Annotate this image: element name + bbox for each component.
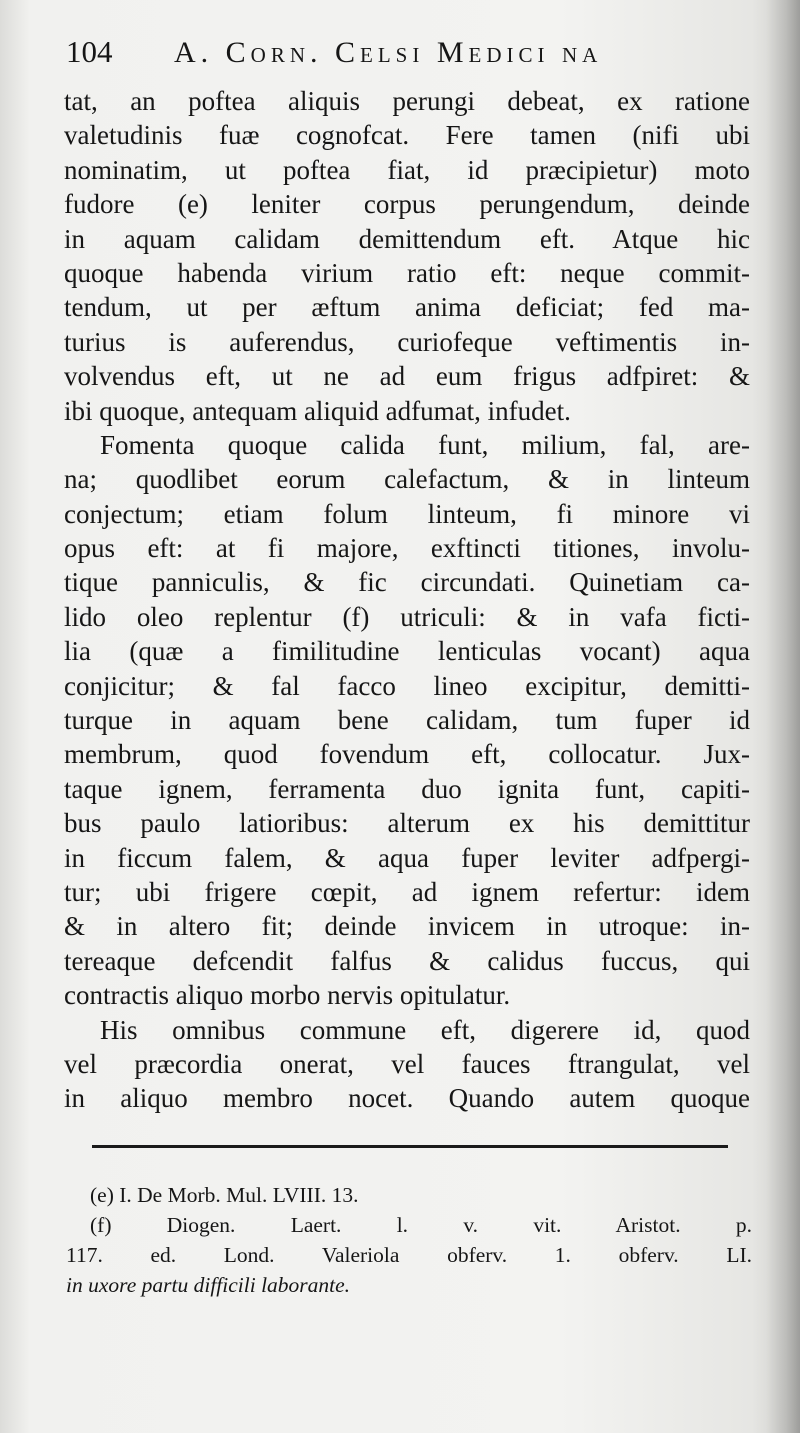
text-line: lido oleo replentur (f) utriculi: & in vafa ficti-: [64, 601, 750, 632]
text-line: vel præcordia onerat, vel fauces ftrangulat, vel: [64, 1048, 750, 1079]
page-number: 104: [66, 34, 113, 69]
text-line: nominatim, ut poftea fiat, id præcipietur) moto: [64, 154, 750, 185]
text-line: tereaque defcendit falfus & calidus fuccus, qui: [64, 945, 750, 976]
text-line: conjicitur; & fal facco lineo excipitur, demitti-: [64, 670, 750, 701]
footnote-rule: [92, 1145, 728, 1148]
text-line: tat, an poftea aliquis perungi debeat, ex ratione: [64, 86, 750, 116]
text-line: in aquam calidam demittendum eft. Atque hic: [64, 223, 750, 254]
text-line: turque in aquam bene calidam, tum fuper id: [64, 705, 750, 736]
body-text: [64, 84, 750, 1116]
text-line: in ficcum falem, & aqua fuper leviter adfpergi-: [64, 842, 750, 873]
footnotes: [66, 1180, 752, 1300]
text-line: in aliquo membro nocet. Quando autem quoque: [64, 1083, 750, 1114]
text-line: valetudinis fuæ cognofcat. Fere tamen (nifi ubi: [64, 120, 750, 151]
footnote-line: (e) I. De Morb. Mul. LVIII. 13.: [90, 1183, 359, 1207]
text-line: Fomenta quoque calida funt, milium, fal, are-: [100, 429, 750, 460]
running-head: [66, 34, 726, 70]
text-line: lia (quæ a fimilitudine lenticulas vocant) aqua: [64, 636, 750, 667]
text-line: tur; ubi frigere cœpit, ad ignem refertur: idem: [64, 876, 750, 907]
text-line: na; quodlibet eorum calefactum, & in linteum: [64, 464, 750, 495]
text-line: quoque habenda virium ratio eft: neque commit-: [64, 257, 750, 288]
text-line: & in altero fit; deinde invicem in utroque: in-: [64, 911, 750, 942]
text-line: membrum, quod fovendum eft, collocatur. Jux-: [64, 739, 750, 770]
footnote-line: (f) Diogen. Laert. l. v. vit. Aristot. p.: [90, 1213, 752, 1237]
running-title: A. Corn. Celsi Medici na: [174, 36, 603, 69]
text-line: contractis aliquo morbo nervis opitulatur.: [64, 980, 511, 1011]
text-line: conjectum; etiam folum linteum, fi minore vi: [64, 498, 750, 529]
text-line: fudore (e) leniter corpus perungendum, deinde: [64, 189, 750, 220]
text-line: turius is auferendus, curiofeque veftimentis in-: [64, 326, 750, 357]
text-line: opus eft: at fi majore, exftincti titiones, involu-: [64, 533, 750, 564]
text-line: ibi quoque, antequam aliquid adfumat, infudet.: [64, 395, 571, 426]
footnote-line: in uxore partu difficili laborante.: [66, 1273, 351, 1297]
text-line: volvendus eft, ut ne ad eum frigus adfpiret: &: [64, 361, 750, 392]
text-line: tendum, ut per æftum anima deficiat; fed ma-: [64, 292, 750, 323]
text-line: taque ignem, ferramenta duo ignita funt, capiti-: [64, 773, 750, 804]
page-edge-shadow: [766, 0, 800, 1433]
footnote-line: 117. ed. Lond. Valeriola obferv. 1. obferv. LI.: [66, 1243, 752, 1267]
text-line: tique panniculis, & fic circundati. Quinetiam ca-: [64, 567, 750, 598]
text-line: bus paulo latioribus: alterum ex his demittitur: [64, 808, 750, 839]
text-line: His omnibus commune eft, digerere id, quod: [100, 1014, 750, 1045]
